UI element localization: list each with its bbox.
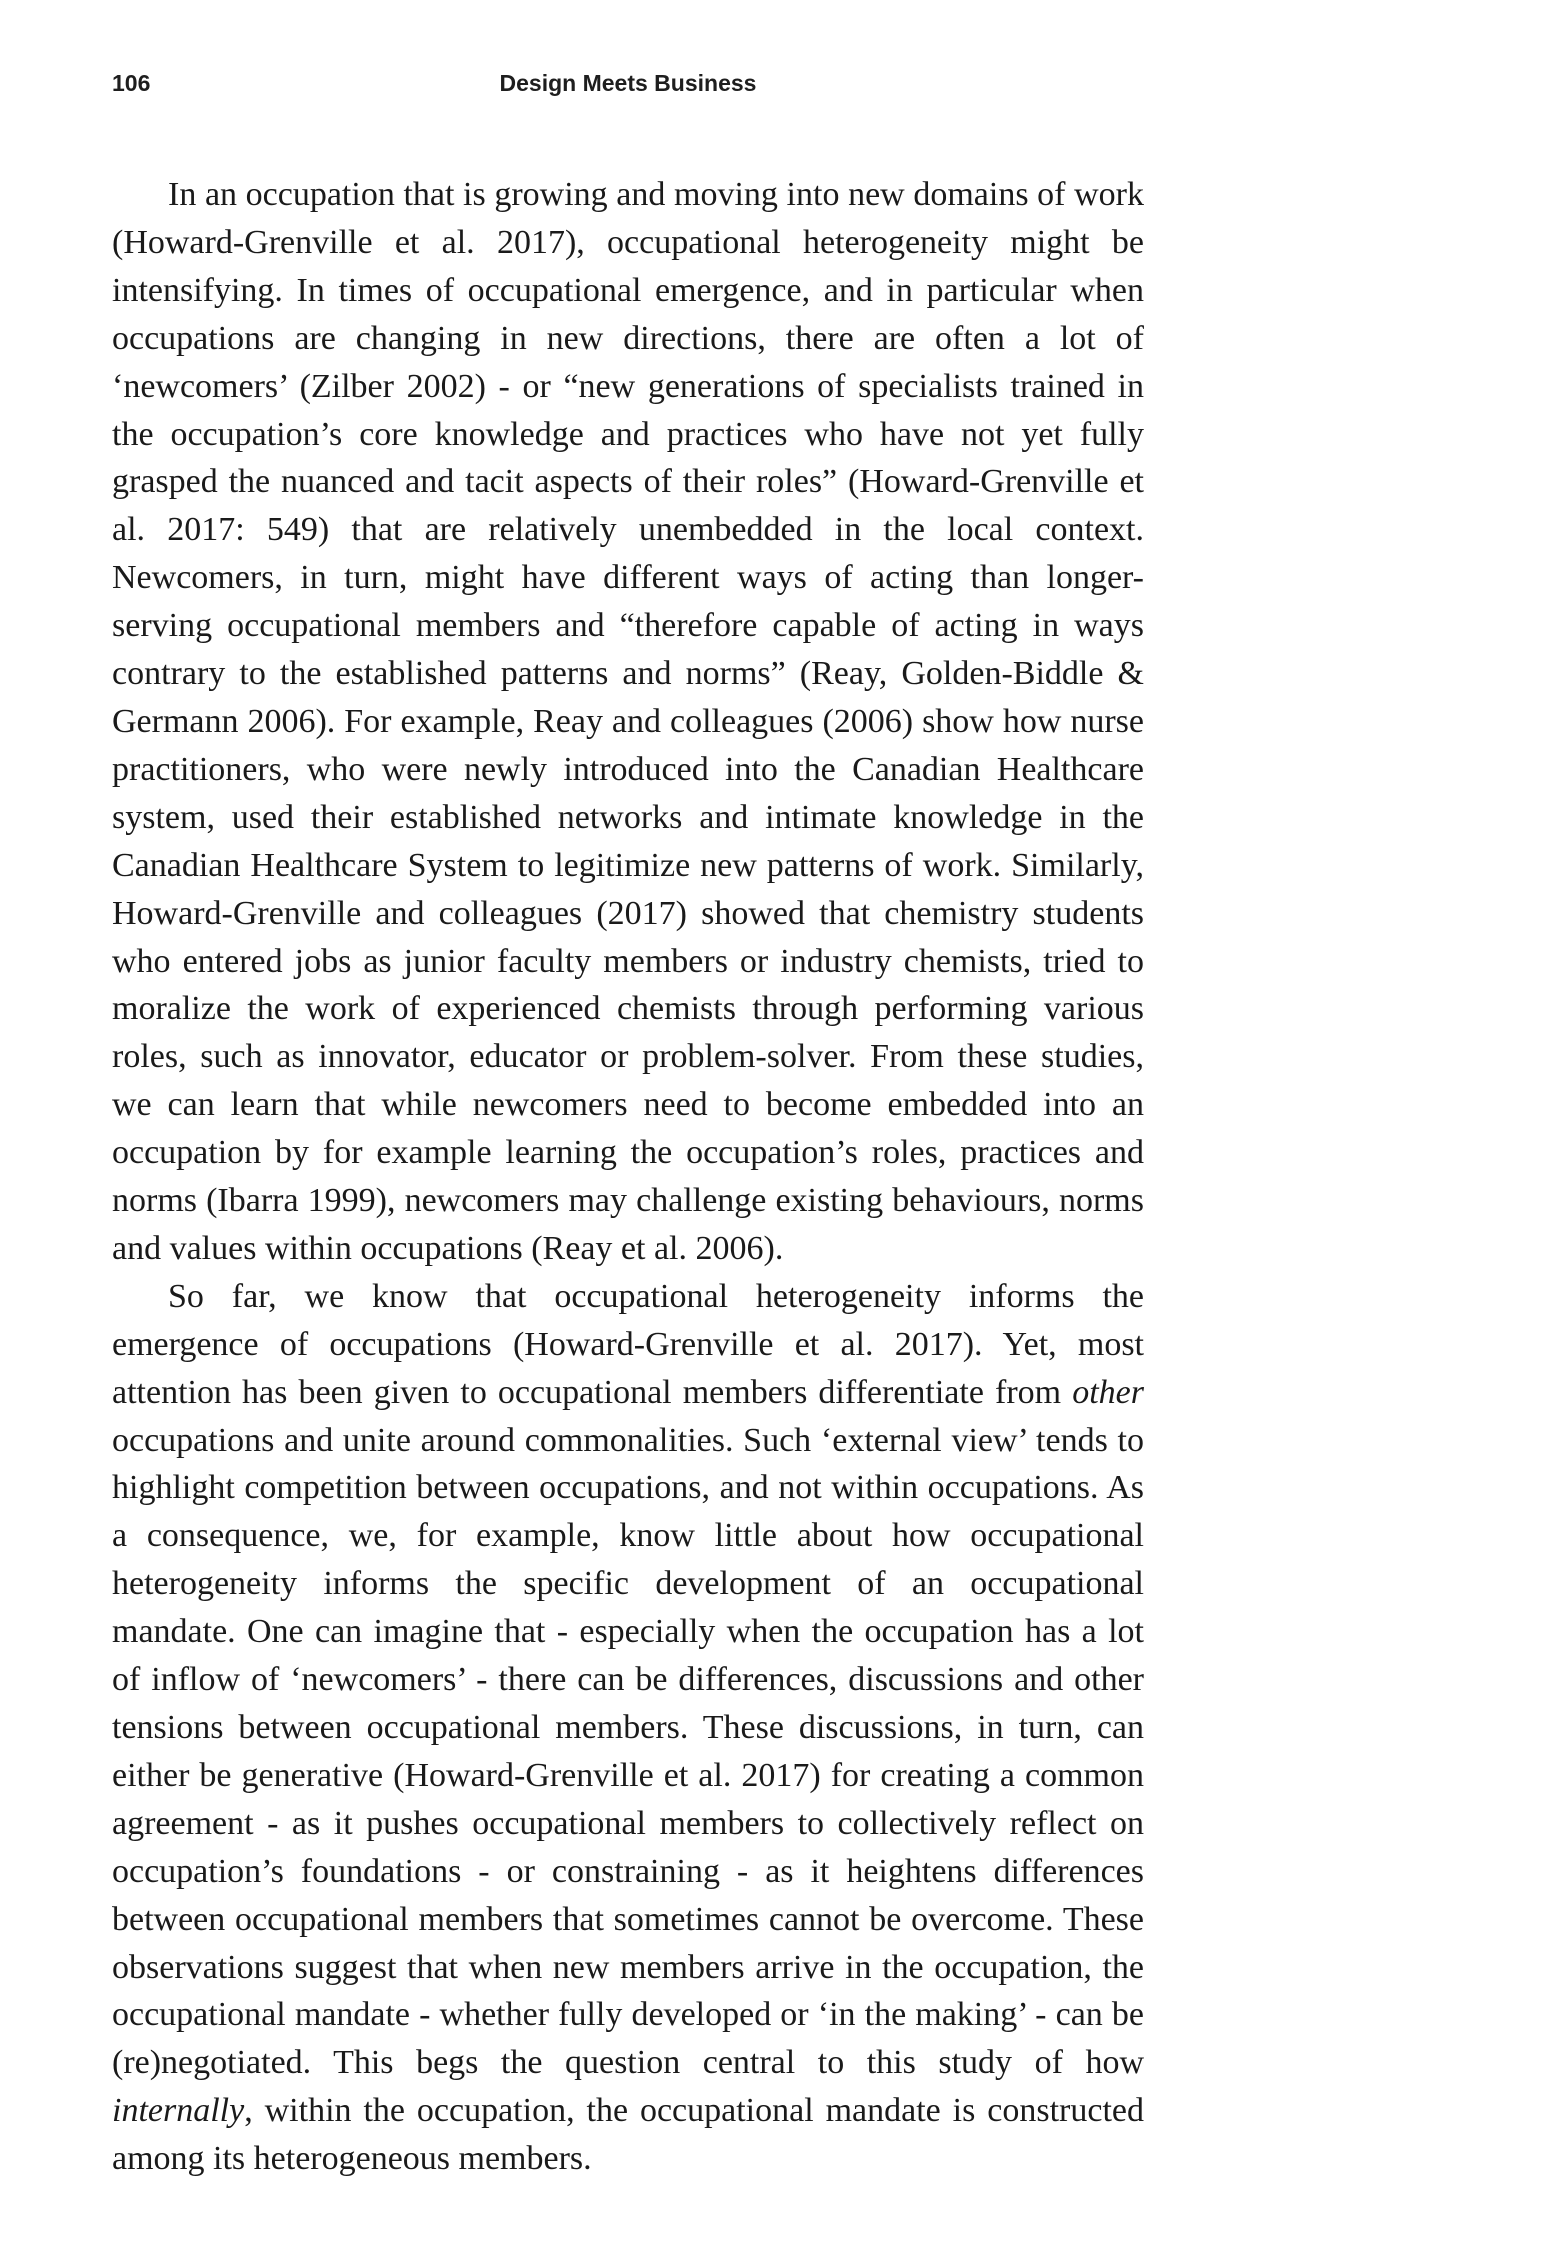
text-run: , within the occupation, the occupational mandate is constructed among its heterogeneous members. (112, 2092, 1144, 2178)
body-text (112, 171, 1144, 2183)
text-run: So far, we know that occupational heterogeneity informs the emergence of occupations (Howard-Grenville et al. 2017). Yet, most attention has been given to occupational members differentiate from (112, 1277, 1144, 1411)
running-title: Design Meets Business (499, 70, 757, 96)
paragraph (112, 1273, 1144, 2183)
page-number: 106 (112, 70, 151, 96)
text-run: In an occupation that is growing and moving into new domains of work (Howard-Grenville et al. 2017), occupational heterogeneity might be intensifying. In times of occupational emergence, and in particular when occupations are changing in new directions, there are often a lot of ‘newcomers’ (Zilber 2002) - or “new generations of specialists trained in the occupation’s core knowledge and practices who have not yet fully grasped the nuanced and tacit aspects of their roles” (Howard-Grenville et al. 2017: 549) that are relatively unembedded in the local context. Newcomers, in turn, might have different ways of acting than longer-serving occupational members and “therefore capable of acting in ways contrary to the established patterns and norms” (Reay, Golden-Biddle & Germann 2006). For example, Reay and colleagues (2006) show how nurse practitioners, who were newly introduced into the Canadian Healthcare system, used their established networks and intimate knowledge in the Canadian Healthcare System to legitimize new patterns of work. Similarly, Howard-Grenville and colleagues (2017) showed that chemistry students who entered jobs as junior faculty members or industry chemists, tried to moralize the work of experienced chemists through performing various roles, such as innovator, educator or problem-solver. From these studies, we can learn that while newcomers need to become embedded into an occupation by for example learning the occupation’s roles, practices and norms (Ibarra 1999), newcomers may challenge existing behaviours, norms and values within occupations (Reay et al. 2006). (112, 176, 1144, 1267)
running-head (112, 70, 1144, 102)
paragraph (112, 171, 1144, 1273)
italic-text: other (1072, 1373, 1144, 1411)
text-run: occupations and unite around commonalities. Such ‘external view’ tends to highlight competition between occupations, and not within occupations. As a consequence, we, for example, know little about how occupational heterogeneity informs the specific development of an occupational mandate. One can imagine that - especially when the occupation has a lot of inflow of ‘newcomers’ - there can be differences, discussions and other tensions between occupational members. These discussions, in turn, can either be generative (Howard-Grenville et al. 2017) for creating a common agreement - as it pushes occupational members to collectively reflect on occupation’s foundations - or constraining - as it heightens differences between occupational members that sometimes cannot be overcome. These observations suggest that when new members arrive in the occupation, the occupational mandate - whether fully developed or ‘in the making’ - can be (re)negotiated. This begs the question central to this study of how (112, 1421, 1144, 2082)
italic-text: internally (112, 2092, 245, 2130)
